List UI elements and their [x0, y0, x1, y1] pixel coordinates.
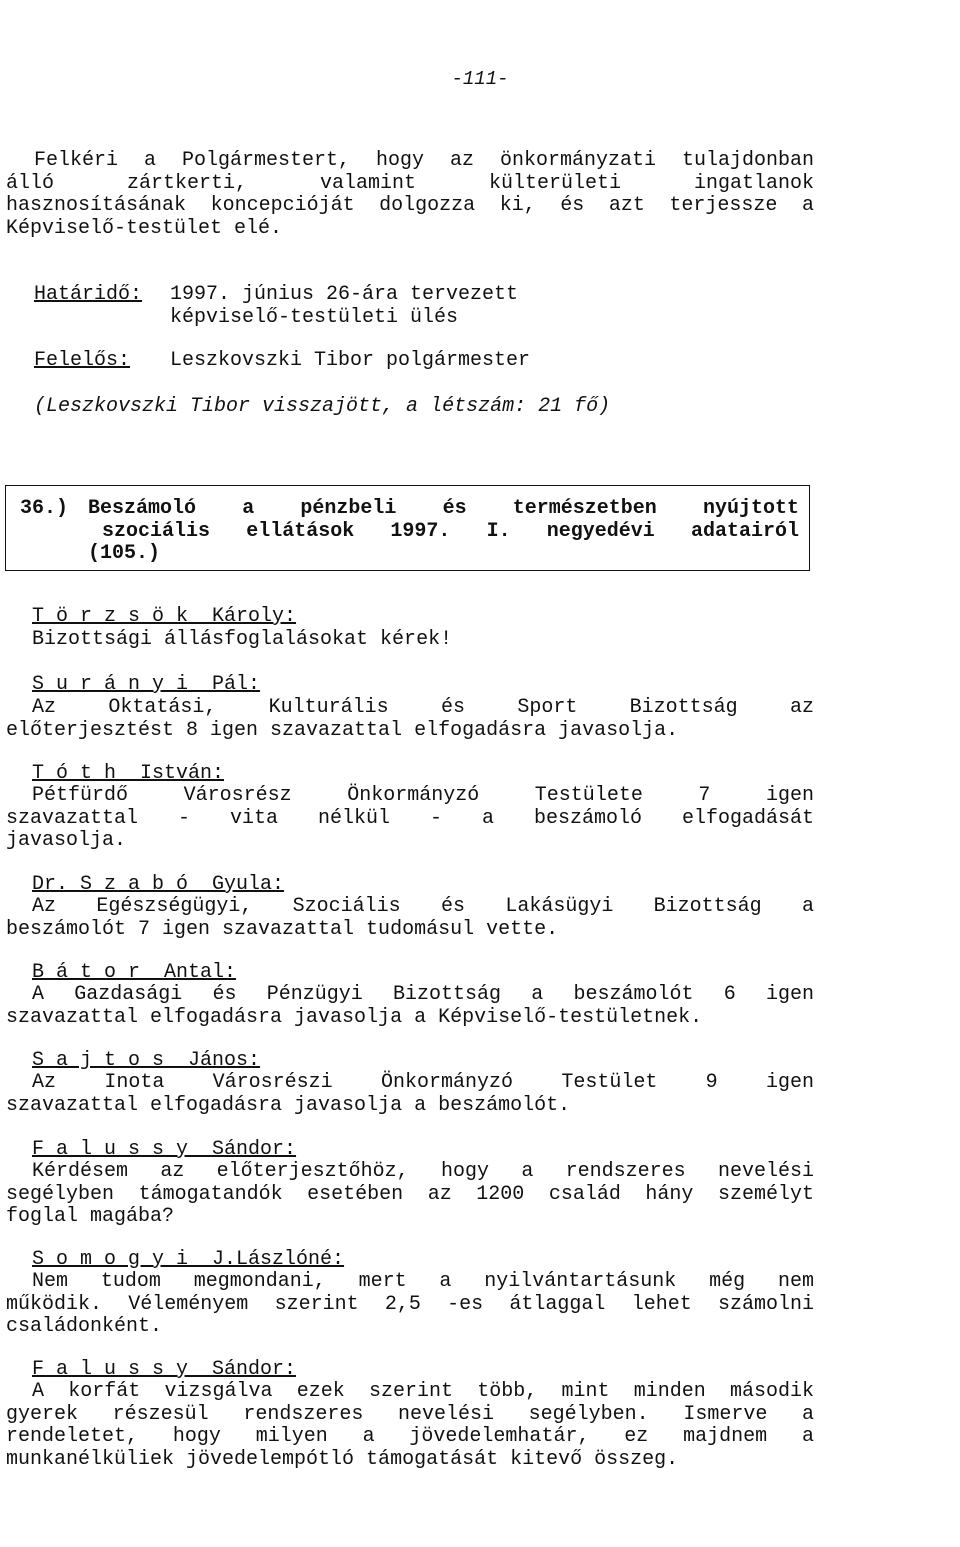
intro-line: álló zártkerti, valamint külterületi ingatlanok — [6, 171, 814, 195]
intro-paragraph — [6, 150, 814, 240]
text-line: Bizottsági állásfoglalásokat kérek! — [32, 628, 453, 651]
text-line: szavazattal elfogadásra javasolja a Képviselő-testületnek. — [6, 1005, 703, 1029]
speaker-name: T ö r z s ö k Károly: — [32, 605, 297, 628]
responsible-label: Felelős: — [34, 349, 131, 372]
text-line: működik. Véleményem szerint 2,5 -es átlaggal lehet számolni — [6, 1292, 814, 1316]
text-line: munkanélküliek jövedelempótló támogatását kitevő összeg. — [6, 1447, 679, 1471]
speaker-name: B á t o r Antal: — [32, 961, 237, 984]
text-line: beszámolót 7 igen szavazattal tudomásul vette. — [6, 917, 559, 941]
text-line: Az Egészségügyi, Szociális és Lakásügyi Bizottság a — [32, 895, 814, 918]
speaker-name: F a l u s s y Sándor: — [32, 1358, 297, 1381]
speaker-text — [6, 629, 814, 652]
speaker-text — [6, 1161, 814, 1229]
speaker-text — [6, 896, 814, 941]
speaker-text — [6, 785, 814, 853]
page-number: -111- — [451, 68, 509, 90]
speaker-name: F a l u s s y Sándor: — [32, 1138, 297, 1161]
speaker-name: S o m o g y i J.Lászlóné: — [32, 1248, 345, 1271]
attendance-note: (Leszkovszki Tibor visszajött, a létszám: 21 fő) — [34, 395, 611, 418]
text-line: rendeletet, hogy milyen a jövedelemhatár, ez majdnem a — [6, 1425, 814, 1448]
intro-line: Felkéri a Polgármestert, hogy az önkormányzati tulajdonban — [34, 149, 814, 172]
text-line: Az Inota Városrészi Önkormányzó Testület 9 igen — [32, 1071, 814, 1094]
text-line: szavazattal - vita nélkül - a beszámoló elfogadását — [6, 806, 814, 830]
agenda-title-line3: (105.) — [88, 542, 161, 565]
agenda-title-line1: Beszámoló a pénzbeli és természetben nyújtott — [88, 497, 799, 520]
intro-line: Képviselő-testület elé. — [6, 216, 283, 240]
intro-line: hasznosításának koncepcióját dolgozza ki, és azt terjessze a — [6, 194, 814, 217]
speaker-name: S a j t o s János: — [32, 1049, 261, 1072]
speaker-text — [6, 1271, 814, 1339]
deadline-label: Határidő: — [34, 283, 143, 306]
text-line: szavazattal elfogadásra javasolja a beszámolót. — [6, 1093, 571, 1117]
speaker-text — [6, 1381, 814, 1471]
speaker-text — [6, 697, 814, 742]
text-line: családonként. — [6, 1315, 163, 1338]
responsible-block — [34, 350, 530, 373]
speaker-text — [6, 984, 814, 1029]
responsible-value: Leszkovszki Tibor polgármester — [170, 349, 531, 372]
text-line: Az Oktatási, Kulturális és Sport Bizottság az — [32, 696, 814, 719]
speaker-name: Dr. S z a b ó Gyula: — [32, 873, 285, 896]
agenda-title-line2: szociális ellátások 1997. I. negyedévi adatairól — [102, 519, 799, 543]
text-line: segélyben támogatandók esetében az 1200 család hány személyt — [6, 1182, 814, 1206]
speaker-text — [6, 1072, 814, 1117]
deadline-line2: képviselő-testületi ülés — [170, 305, 459, 329]
agenda-number: 36.) — [20, 497, 69, 520]
text-line: előterjesztést 8 igen szavazattal elfogadásra javasolja. — [6, 718, 679, 742]
text-line: Pétfürdő Városrész Önkormányzó Testülete 7 igen — [32, 784, 814, 807]
speaker-name: T ó t h István: — [32, 762, 225, 785]
agenda-item-box — [5, 485, 810, 571]
deadline-block — [34, 284, 518, 329]
text-line: A korfát vizsgálva ezek szerint több, mint minden második — [32, 1380, 814, 1403]
text-line: gyerek részesül rendszeres nevelési segélyben. Ismerve a — [6, 1402, 814, 1426]
speaker-name: S u r á n y i Pál: — [32, 673, 261, 696]
text-line: A Gazdasági és Pénzügyi Bizottság a beszámolót 6 igen — [32, 983, 814, 1006]
text-line: Kérdésem az előterjesztőhöz, hogy a rendszeres nevelési — [32, 1160, 814, 1183]
deadline-line1: 1997. június 26-ára tervezett — [170, 283, 519, 306]
text-line: Nem tudom megmondani, mert a nyilvántartásunk még nem — [32, 1270, 814, 1293]
text-line: foglal magába? — [6, 1205, 175, 1228]
text-line: javasolja. — [6, 829, 127, 852]
